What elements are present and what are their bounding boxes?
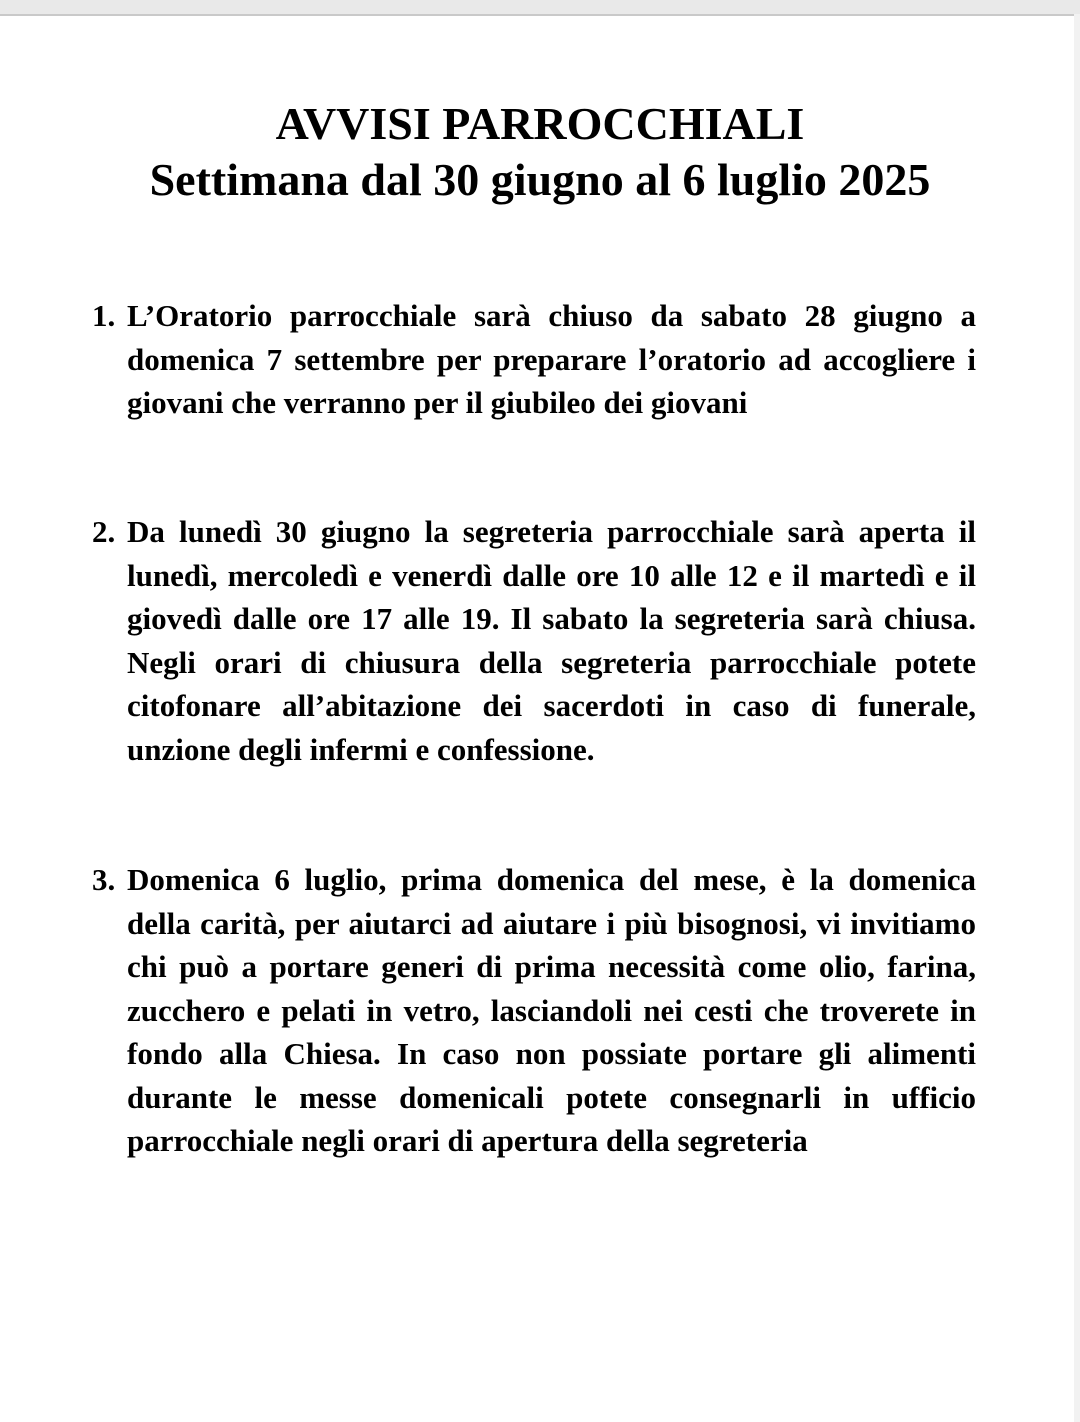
document-subtitle: Settimana dal 30 giugno al 6 luglio 2025 — [149, 154, 931, 205]
notice-number: 1. — [92, 298, 116, 333]
notice-text: L’Oratorio parrocchiale sarà chiuso da sabato 28 giugno a domenica 7 settembre per preparare l’oratorio ad accogliere i giovani che verranno per il giubileo dei giovani — [127, 298, 976, 420]
viewer-top-border — [0, 0, 1080, 16]
notice-item — [92, 510, 976, 771]
notice-number: 2. — [92, 514, 116, 549]
notice-item — [92, 858, 976, 1163]
viewer-right-edge — [1074, 14, 1080, 1422]
document-title: AVVISI PARROCCHIALI — [275, 98, 805, 149]
notice-text: Domenica 6 luglio, prima domenica del mese, è la domenica della carità, per aiutarci ad aiutare i più bisognosi, vi invitiamo chi può a portare generi di prima necessità come olio, farina, zucchero e pelati in vetro, lasciandoli nei cesti che troverete in fondo alla Chiesa. In caso non possiate portare gli alimenti durante le messe domenicali potete consegnarli in ufficio parrocchiale negli orari di apertura della segreteria — [127, 862, 976, 1158]
notice-number: 3. — [92, 862, 116, 897]
document-header — [0, 96, 1080, 208]
notice-item — [92, 294, 976, 425]
notice-text: Da lunedì 30 giugno la segreteria parrocchiale sarà aperta il lunedì, mercoledì e venerdì dalle ore 10 alle 12 e il martedì e il giovedì dalle ore 17 alle 19. Il sabato la segreteria sarà chiusa. Negli orari di chiusura della segreteria parrocchiale potete citofonare all’abitazione dei sacerdoti in caso di funerale, unzione degli infermi e confessione. — [127, 514, 976, 767]
